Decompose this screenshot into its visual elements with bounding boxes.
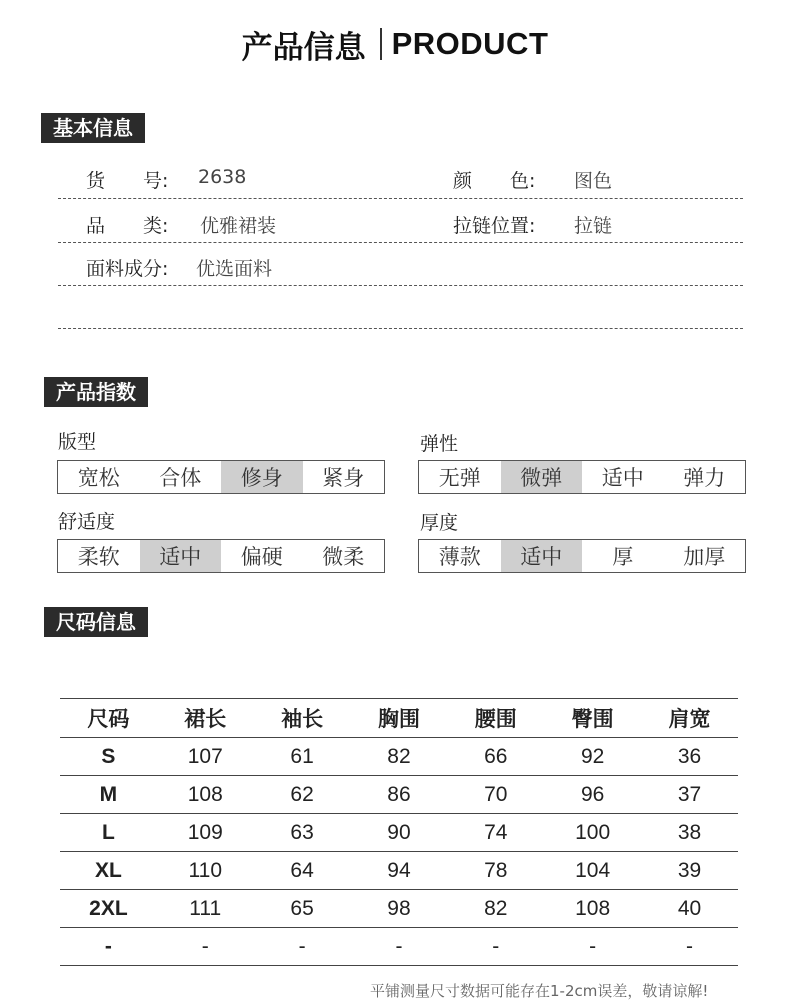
info-value-color: 图色 [574, 170, 613, 192]
scale-option: 合体 [159, 466, 202, 490]
scale-option: 偏硬 [240, 545, 283, 569]
table-cell: 70 [484, 782, 508, 806]
info-label-zipper: 拉链位置: [453, 215, 536, 237]
table-cell: - [201, 934, 209, 958]
table-cell: 110 [188, 858, 222, 882]
divider [58, 242, 743, 243]
measurement-note: 平铺测量尺寸数据可能存在1-2cm误差，敬请谅解! [370, 982, 709, 1000]
scale-option-selected: 修身 [221, 461, 303, 493]
table-row [60, 852, 738, 890]
divider [58, 285, 743, 286]
table-cell: 86 [387, 782, 411, 806]
table-row [60, 776, 738, 814]
table-cell: - [589, 934, 597, 958]
info-value-fabric: 优选面料 [196, 258, 273, 280]
table-cell-size: - [104, 934, 112, 958]
table-cell-size: XL [95, 858, 122, 882]
table-cell: 82 [484, 896, 508, 920]
scale-option: 紧身 [322, 466, 365, 490]
table-cell: 64 [290, 858, 314, 882]
table-cell: - [395, 934, 403, 958]
table-cell: 96 [580, 782, 605, 806]
table-cell: - [298, 934, 306, 958]
table-cell: 61 [290, 744, 314, 768]
scale-option: 柔软 [77, 545, 120, 569]
index-scale-comfort [57, 539, 385, 573]
page-title-cn: 产品信息 [241, 29, 366, 66]
index-label-comfort: 舒适度 [58, 511, 116, 533]
column-header: 裙长 [184, 707, 227, 731]
scale-option-selected: 适中 [140, 540, 222, 572]
table-cell: 94 [387, 858, 411, 882]
size-table-header [60, 699, 738, 738]
table-row [60, 890, 738, 928]
column-header: 胸围 [377, 707, 420, 731]
info-label-category: 品 类: [86, 215, 169, 237]
scale-option: 无弹 [438, 466, 481, 490]
table-cell: - [492, 934, 500, 958]
scale-option-selected: 微弹 [501, 461, 583, 493]
column-header: 臀围 [571, 707, 614, 731]
table-row [60, 928, 738, 966]
table-cell-size: L [102, 820, 115, 844]
table-row [60, 814, 738, 852]
info-value-item-no: 2638 [198, 166, 247, 188]
table-cell: 82 [387, 744, 411, 768]
info-label-color: 颜 色: [453, 170, 536, 192]
table-cell: 90 [387, 820, 411, 844]
index-scale-thickness [418, 539, 746, 573]
index-scale-elasticity [418, 460, 746, 494]
table-cell: 37 [677, 782, 702, 806]
scale-option: 微柔 [322, 545, 365, 569]
table-cell: 108 [575, 896, 611, 920]
table-cell: 78 [484, 858, 508, 882]
section-tag-index: 产品指数 [44, 377, 148, 407]
scale-option-selected: 适中 [501, 540, 583, 572]
page-title [0, 22, 790, 66]
column-header: 尺码 [87, 707, 130, 731]
table-cell: 111 [189, 896, 222, 920]
divider [58, 198, 743, 199]
info-label-item-no: 货 号: [86, 170, 169, 192]
column-header: 腰围 [474, 707, 517, 731]
table-cell: 92 [580, 744, 605, 768]
table-cell-size: 2XL [89, 896, 128, 920]
table-cell: 38 [677, 820, 702, 844]
table-cell: 107 [187, 744, 223, 768]
table-cell: 39 [677, 858, 702, 882]
table-cell: 108 [187, 782, 223, 806]
title-separator [380, 28, 382, 60]
table-cell: 100 [575, 820, 611, 844]
info-value-zipper: 拉链 [574, 215, 613, 237]
table-cell: 104 [575, 858, 611, 882]
section-tag-basic: 基本信息 [41, 113, 145, 143]
table-cell: 74 [484, 820, 508, 844]
table-cell: 65 [290, 896, 314, 920]
scale-option: 适中 [601, 466, 644, 490]
table-cell: 40 [677, 896, 702, 920]
table-cell-size: M [99, 782, 118, 806]
divider [58, 328, 743, 329]
size-table [60, 698, 738, 966]
scale-option: 弹力 [683, 466, 726, 490]
table-cell: 36 [677, 744, 702, 768]
index-label-elasticity: 弹性 [420, 433, 459, 455]
page-title-en: PRODUCT [391, 26, 549, 61]
table-cell: 66 [484, 744, 508, 768]
table-row [60, 738, 738, 776]
scale-option: 加厚 [683, 545, 726, 569]
index-scale-fit [57, 460, 385, 494]
section-tag-size: 尺码信息 [44, 607, 148, 637]
table-cell-size: S [101, 744, 116, 768]
scale-option: 厚 [612, 545, 634, 569]
column-header: 袖长 [281, 707, 324, 731]
table-cell: 98 [387, 896, 411, 920]
column-header: 肩宽 [668, 707, 711, 731]
scale-option: 薄款 [438, 545, 481, 569]
index-label-fit: 版型 [58, 431, 97, 453]
table-cell: 109 [187, 820, 223, 844]
table-cell: 62 [290, 782, 314, 806]
info-label-fabric: 面料成分: [86, 258, 169, 280]
index-label-thickness: 厚度 [420, 512, 459, 534]
table-cell: - [686, 934, 694, 958]
table-cell: 63 [290, 820, 314, 844]
info-value-category: 优雅裙装 [200, 215, 277, 237]
scale-option: 宽松 [77, 466, 120, 490]
